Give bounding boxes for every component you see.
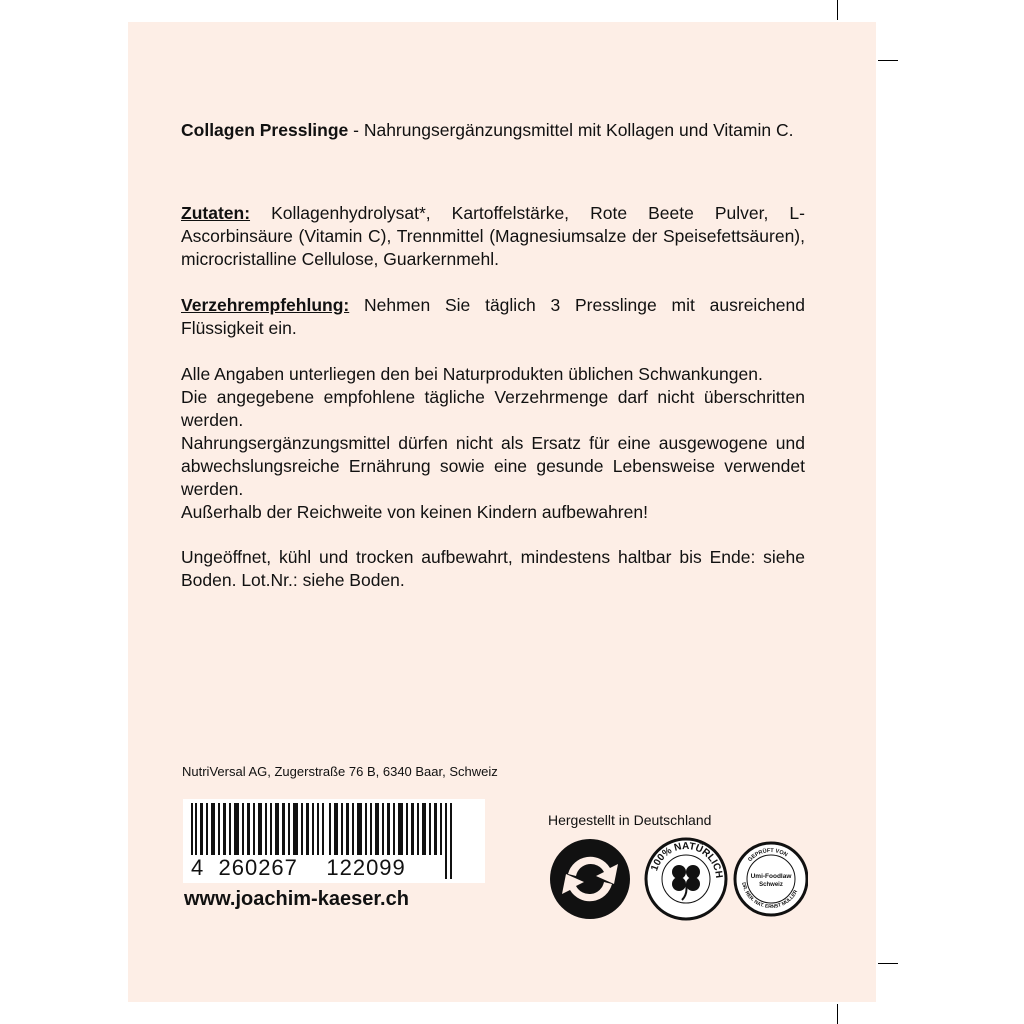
storage-text: Ungeöffnet, kühl und trocken aufbewahrt, mindestens haltbar bis Ende: siehe Boden. Lot.Nr.: siehe Boden. <box>181 547 805 590</box>
website-url: www.joachim-kaeser.ch <box>184 888 409 910</box>
note-not-substitute: Nahrungsergänzungsmittel dürfen nicht als Ersatz für eine ausgewogene und abwechslungsreiche Ernährung sowie eine gesunde Lebensweise verwendet werden. <box>181 433 805 499</box>
seal-middle-text-2: Schweiz <box>759 882 783 888</box>
storage-section <box>181 546 805 592</box>
note-max-dose: Die angegebene empfohlene tägliche Verzehrmenge darf nicht überschritten werden. <box>181 387 805 430</box>
made-in-label: Hergestellt in Deutschland <box>548 812 712 828</box>
seal-middle-text-1: Umi-Foodlaw <box>750 873 792 880</box>
barcode-first-digit: 4 <box>191 855 205 880</box>
crop-mark-bottom <box>837 1004 838 1024</box>
barcode-group-right: 122099 <box>326 855 406 880</box>
dosage-section <box>181 294 805 340</box>
dosage-heading: Verzehrempfehlung: <box>181 295 350 315</box>
ingredients-section <box>181 202 805 271</box>
badge-natural-text: 100% NATÜRLICH <box>649 840 725 879</box>
product-label <box>128 22 876 1002</box>
certification-badges <box>548 834 808 924</box>
note-variation: Alle Angaben unterliegen den bei Naturprodukten üblichen Schwankungen. <box>181 364 763 384</box>
crop-mark-right-top <box>878 60 898 61</box>
recycle-arrows-icon <box>550 839 630 919</box>
product-title-line <box>181 119 805 142</box>
barcode-group-left: 260267 <box>218 855 298 880</box>
seal-top-text: GEPRÜFT VON <box>747 847 789 864</box>
clover-icon <box>646 839 726 919</box>
note-children: Außerhalb der Reichweite von keinen Kindern aufbewahren! <box>181 502 648 522</box>
crop-mark-right-bottom <box>878 963 898 964</box>
ingredients-text: Kollagenhydrolysat*, Kartoffelstärke, Rote Beete Pulver, L-Ascorbinsäure (Vitamin C), Trennmittel (Magnesiumsalze der Speisefettsäuren), microcristalline Cellulose, Guarkernmehl. <box>181 203 805 269</box>
product-name: Collagen Presslinge <box>181 120 349 140</box>
barcode <box>183 799 485 883</box>
product-description: - Nahrungsergänzungsmittel mit Kollagen und Vitamin C. <box>348 120 794 140</box>
crop-mark-top <box>837 0 838 20</box>
manufacturer-address: NutriVersal AG, Zugerstraße 76 B, 6340 Baar, Schweiz <box>182 764 498 779</box>
seal-bottom-text: DR. RER. NAT. ERNST MÜLLER <box>740 881 800 911</box>
notes-section <box>181 363 805 524</box>
seal-icon <box>735 843 807 915</box>
barcode-number <box>191 855 406 881</box>
dosage-text: Nehmen Sie täglich 3 Presslinge mit ausreichend Flüssigkeit ein. <box>181 295 805 338</box>
ingredients-heading: Zutaten: <box>181 203 251 223</box>
